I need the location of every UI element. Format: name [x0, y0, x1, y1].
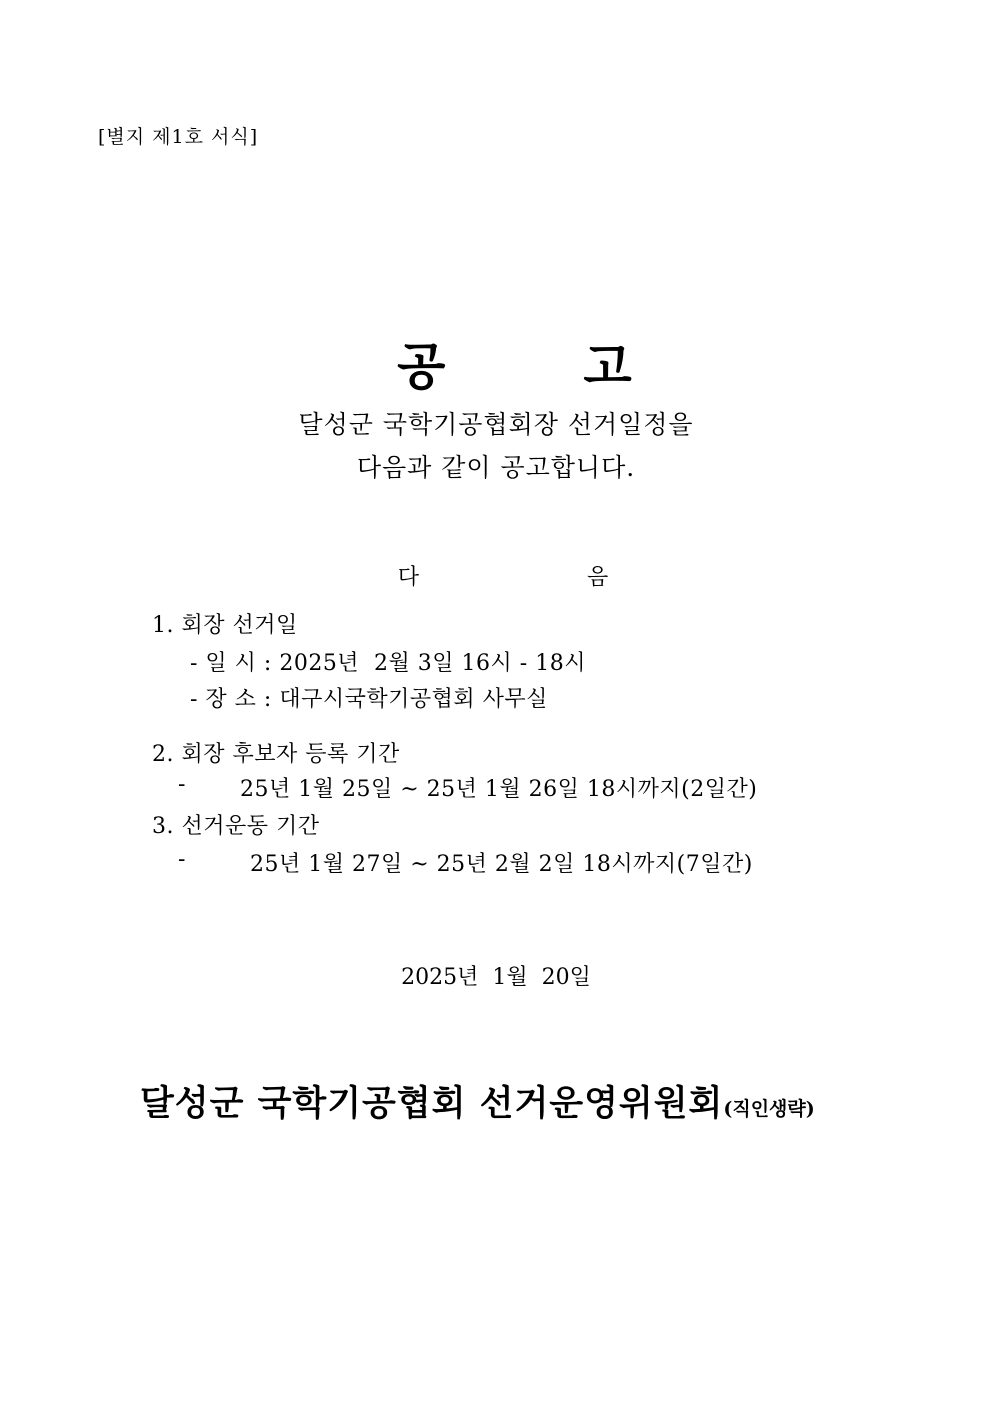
title-char-1: 공	[397, 337, 448, 396]
intro-line-2: 다음과 같이 공고합니다.	[356, 453, 636, 482]
form-label: [별지 제1호 서식]	[98, 126, 259, 148]
section-3-dash: -	[178, 847, 186, 872]
seal-omitted-note: (직인생략)	[723, 1098, 815, 1120]
section-2-dash: -	[178, 772, 186, 797]
notice-header-char-1: 다	[397, 565, 419, 590]
notice-header	[0, 535, 992, 591]
section-2-heading: 2. 회장 후보자 등록 기간	[152, 742, 400, 767]
section-3-heading: 3. 선거운동 기간	[152, 814, 320, 839]
notice-date: 2025년 1월 20일	[401, 965, 591, 990]
section-1-heading: 1. 회장 선거일	[152, 613, 298, 638]
organization-name: 달성군 국학기공협회 선거운영위원회	[140, 1083, 724, 1124]
intro-line-1: 달성군 국학기공협회장 선거일정을	[298, 410, 694, 439]
organization-signature	[140, 1076, 815, 1126]
section-3-detail: 25년 1월 27일 ~ 25년 2월 2일 18시까지(7일간)	[250, 852, 753, 877]
section-1-item-place: - 장 소 : 대구시국학기공협회 사무실	[190, 687, 548, 712]
section-1-item-time: - 일 시 : 2025년 2월 3일 16시 - 18시	[190, 651, 586, 676]
notice-header-char-2: 음	[587, 565, 609, 590]
title-char-2: 고	[583, 337, 634, 396]
section-2-detail: 25년 1월 25일 ~ 25년 1월 26일 18시까지(2일간)	[240, 777, 758, 802]
page-title	[0, 268, 992, 399]
